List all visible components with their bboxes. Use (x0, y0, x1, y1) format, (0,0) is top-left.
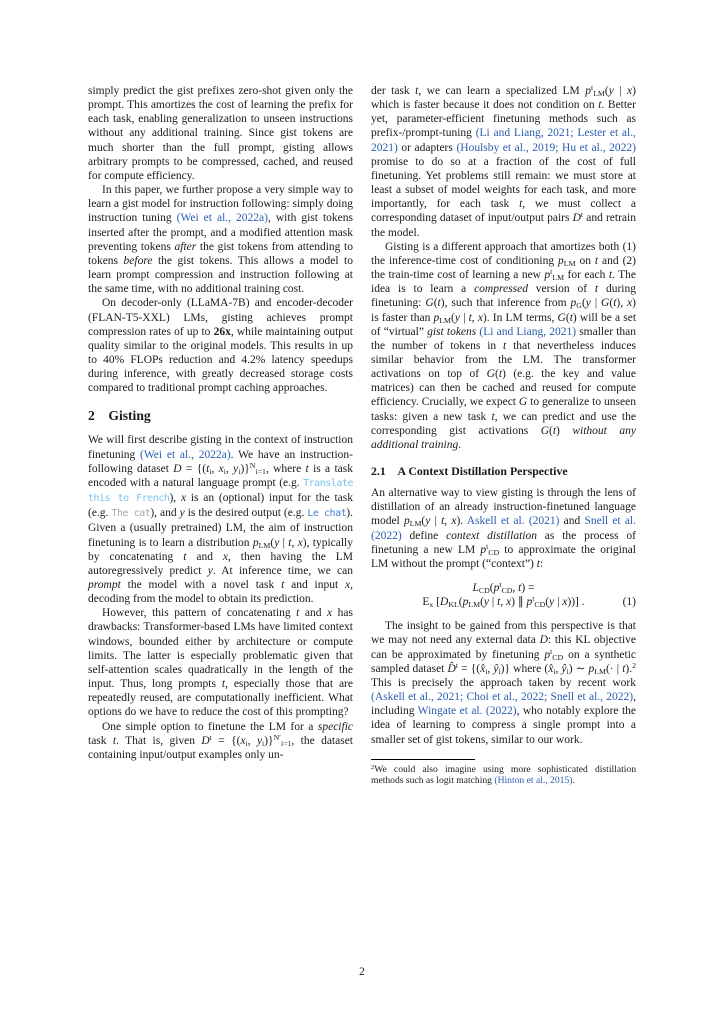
text-segment: G (601, 297, 610, 310)
text-segment: x (327, 607, 333, 620)
text-segment: t (580, 210, 584, 220)
text-segment: LM (258, 540, 271, 550)
equation-number: (1) (622, 596, 636, 609)
text-segment: i (223, 466, 226, 476)
text-segment: context distillation (446, 529, 537, 542)
text-segment: t (594, 283, 599, 296)
right-column (371, 84, 636, 787)
body-paragraph: In this paper, we further propose a very simple way to learn a gist model for instruction following: simply doing instruction tuning (Wei et al., 2022a), with gist tokens inserted after the prompt, and a modified attention mask preventing tokens after the gist tokens from attending to tokens before the gist tokens. This allows a model to learn prompt compression and instruction following at the same time, with no additional training cost. (88, 184, 353, 296)
text-segment: p (433, 311, 440, 324)
text-segment: x (180, 492, 187, 505)
text-segment: t (590, 83, 594, 93)
text-segment: t (281, 579, 285, 591)
text-segment: G (425, 297, 434, 310)
text-segment: p (544, 269, 551, 282)
text-segment: t (455, 660, 458, 670)
body-paragraph: On decoder-only (LLaMA-7B) and encoder-decoder (FLAN-T5-XXL) LMs, gisting achieves prompt compression rates of up to 26x, while maintaining output quality similar to the original models. This results in up to 40% FLOPs reduction and 4.2% latency speedups during inference, with greatly decreased storage costs compared to traditional prompt caching approaches. (88, 297, 353, 395)
text-segment: LM (439, 315, 451, 325)
text-segment: y (256, 734, 263, 747)
text-segment: y (608, 85, 614, 97)
body-paragraph: The insight to be gained from this perspective is that we may not need any external data D: this KL objective can be approximated by finetuning $p^tCD$ on a synthetic sampled dataset D̂$^t$ = {(x̂i, ŷi)} where (x̂i, ŷi) ∼ pLM(· | t).$^2$ This is precisely the approach taken by recent work (Askell et al., 2021; Choi et al., 2022; Snell et al., 2022), including Wingate et al. (2022), who notably explore the idea of learning to compress a single prompt into a smaller set of gist tokens, similar to our work. (371, 620, 637, 746)
text-segment: N′ (273, 732, 281, 742)
text-segment: y (179, 507, 185, 520)
text-segment: CD (488, 547, 500, 557)
text-segment: t (532, 594, 535, 604)
text-segment: t (415, 85, 419, 97)
footnote-rule (371, 759, 475, 760)
text-segment: compressed (474, 283, 528, 296)
text-segment: gist tokens (427, 325, 477, 338)
text-segment: t (209, 732, 212, 742)
citation-link[interactable]: (Li and Liang, 2021; Lester et al., 2021) (371, 127, 636, 154)
text-segment: x (218, 462, 224, 475)
citation-link[interactable]: (Wei et al., 2022a) (140, 448, 231, 461)
text-segment: G (518, 396, 528, 409)
text-segment: i (498, 666, 501, 676)
text-segment: p (558, 254, 564, 267)
text-segment: y (425, 515, 431, 528)
body-paragraph: An alternative way to view gisting is through the lens of distillation of an already instruction-finetuned language model pLM(y | t, x). Askell et al. (2021) and Snell et al. (2022) define context distillation as the process of finetuning a new LM $p^tCD$ to approximate the original LM without the prompt (“context”) t: (371, 487, 637, 570)
body-paragraph: simply predict the gist prefixes zero-shot given only the prompt. This amortizes the cost of learning the prefix for each task, enabling generalization to unseen instructions without any additional training. Since gist tokens are much shorter than the full prompt, gisting allows arbitrary prompts to be compressed, cached, and reused for compute efficiency. (88, 85, 353, 182)
text-segment: x (627, 85, 633, 97)
text-segment: D (572, 212, 581, 225)
text-segment: t (622, 662, 626, 675)
text-segment: i (566, 666, 569, 676)
text-segment: t (468, 311, 472, 324)
text-segment: x̂ (548, 662, 554, 675)
equation-line: Ex [DKL(pLM(y | t, x) ∥ $p^tCD(y$ | x))] . (1) (422, 594, 636, 610)
text-segment: t (536, 557, 540, 570)
text-segment: y (585, 297, 591, 310)
text-segment: D̂ (447, 662, 456, 675)
text-segment: G (576, 301, 582, 311)
text-segment: i (238, 466, 241, 476)
text-segment: specific (317, 720, 353, 733)
citation-link[interactable]: (Hinton et al., 2015) (494, 775, 573, 787)
text-segment: t (569, 311, 573, 324)
text-segment: x (451, 515, 457, 528)
citation-link[interactable]: Askell et al. (2021) (466, 515, 560, 528)
text-segment: p (462, 596, 469, 609)
text-segment: G (540, 424, 549, 437)
body-paragraph: We will first describe gisting in the context of instruction finetuning (Wei et al., 2022a). We have an instruction-following dataset D = {(ti, xi, yi)}$^N$i=1, where t is a task encoded with a natural language prompt (e.g. Translate this to French), x is an (optional) input for the task (e.g. The cat), and y is the desired output (e.g. Le chat). Given a (usually pretrained) LM, the aim of instruction finetuning is to learn a distribution pLM(y | t, x), typically by concatenating t and x, then having the LM autoregressively predict y. At inference time, we can prompt the model with a novel task t and input x, decoding from the model to obtain its prediction. (88, 434, 354, 606)
text-segment: D (440, 596, 449, 609)
text-segment: D (173, 462, 182, 475)
text-segment: t (486, 541, 489, 551)
text-segment: CD (552, 652, 564, 662)
text-segment: p (493, 582, 500, 594)
text-segment: t (305, 462, 309, 475)
body-paragraph: However, this pattern of concatenating t and x has drawbacks: Transformer-based LMs have limited context windows, bounded either by architecture or compute limits. The latter is especially problematic given that self-attention scales quadratically in the length of the input. Thus, long prompts t, especially those that are repeatedly reused, are computationally inefficient. What options do we have to reduce the cost of this prompting? (88, 607, 353, 719)
body-paragraph: der task t, we can learn a specialized LM $p^tLM(y$ | x) which is faster because it does not condition on t. Better yet, parameter-efficient finetuning methods such as prefix-/prompt-tuning (Li and Liang, 2021; Lester et al., 2021) or adapters (Houlsby et al., 2019; Hu et al., 2022) promise to do so at a fraction of the cost of full finetuning. Yet problems still remain: we must store at least a subset of model weights for each task, and more importantly, for each task t, we must collect a corresponding dataset of input/output pairs $D^t$ and retrain the model. (371, 83, 636, 239)
text-segment: t (441, 515, 445, 528)
text-segment: t (550, 267, 553, 277)
text-segment: t (221, 678, 226, 691)
text-segment: x (222, 550, 228, 563)
text-segment: t (608, 269, 613, 282)
text-segment: p (570, 297, 577, 310)
equation-line: $LCD(p^tCD$, t) = (472, 580, 535, 595)
text-segment: t (550, 646, 553, 656)
text-segment: x (240, 734, 246, 747)
text-segment: x (345, 579, 351, 591)
citation-link[interactable]: Wingate et al. (2022) (417, 705, 517, 718)
text-segment: LM (409, 519, 422, 529)
text-segment: i (262, 738, 265, 748)
text-segment: L (472, 582, 479, 594)
text-segment: KL (448, 600, 459, 610)
body-paragraph: Gisting is a different approach that amortizes both (1) the inference-time cost of conditioning pLM on t and (2) the train-time cost of learning a new $p^tLM$ for each t. The idea is to learn a compressed version of t during finetuning: G(t), such that inference from pG(y | G(t), x) is faster than pLM(y | t, x). In LM terms, G(t) will be a set of “virtual” gist tokens (Li and Liang, 2021) smaller than the number of tokens in t that nevertheless induces similar behavior from the LM. The transformer activations on top of G(t) (e.g. the key and value matrices) can then be cached and reused for compute efficiency. Crucially, we expect G to generalize to unseen tasks: given a new task t, we can predict and use the corresponding gist activations G(t) without any additional training. (371, 240, 637, 451)
text-segment: t (552, 424, 557, 437)
text-segment: p (403, 515, 410, 528)
text-segment: x (477, 311, 483, 324)
text-segment: LM (552, 272, 565, 282)
text-segment: D (201, 734, 210, 747)
text-segment: y (207, 564, 213, 577)
footnote: $^2$We could also imagine using more sophisticated distillation methods such as logit matching (Hinton et al., 2015). (371, 763, 636, 787)
subsection-heading: 2.1 A Context Distillation Perspective (371, 464, 568, 479)
text-segment: t (437, 297, 441, 310)
text-segment: p (252, 536, 259, 549)
text-segment: i=1 (255, 466, 266, 476)
text-segment: 26x (213, 325, 231, 338)
page-number: 2 (359, 966, 365, 978)
inline-code-example: Translate this to French (88, 477, 353, 505)
text-segment: CD (501, 585, 513, 595)
citation-link[interactable]: (Li and Liang, 2021) (479, 325, 577, 338)
text-segment: t (503, 339, 507, 352)
text-segment: LM (593, 88, 605, 98)
equation (371, 581, 636, 609)
text-segment: t (594, 254, 599, 267)
text-segment: x (562, 596, 568, 609)
text-segment: LM (468, 600, 481, 610)
text-segment: ŷ (493, 662, 499, 675)
citation-link[interactable]: (Wei et al., 2022a) (176, 212, 268, 225)
text-segment: t (598, 99, 602, 112)
inline-code-example: The cat (111, 508, 151, 520)
text-segment: G (486, 368, 495, 381)
text-segment: ŷ (561, 662, 567, 675)
text-segment: p (526, 596, 533, 609)
text-segment: p (585, 85, 591, 97)
text-segment: x̂ (480, 662, 486, 675)
text-segment: t (499, 580, 502, 590)
text-segment: y (549, 596, 555, 609)
text-segment: p (480, 543, 487, 556)
text-segment: y (274, 536, 280, 549)
text-segment: x (297, 536, 303, 549)
text-segment: i (553, 666, 556, 676)
text-segment: t (613, 297, 617, 310)
text-segment: N (249, 460, 256, 470)
text-segment: t (112, 734, 117, 747)
text-segment: i (209, 466, 212, 476)
text-segment: i=1 (280, 738, 292, 748)
text-segment: prompt (88, 579, 121, 591)
text-segment: after (174, 240, 197, 253)
text-segment: t (206, 462, 210, 475)
text-segment: t (497, 596, 501, 609)
text-segment: D (539, 634, 548, 647)
text-segment: i (245, 738, 248, 748)
text-segment: t (518, 582, 522, 594)
text-segment: CD (534, 600, 546, 610)
left-column (88, 84, 353, 787)
body-paragraph: One simple option to finetune the LM for a specific task t. That is, given $D^t = \{(xi$, yi)}$^{N'}$i=1, the dataset containing input/output examples only un- (88, 720, 353, 761)
text-segment: t (498, 368, 503, 381)
text-segment: t (296, 607, 300, 620)
text-segment: y (233, 462, 239, 475)
text-segment: t (519, 198, 523, 211)
citation-link[interactable]: (Askell et al., 2021; Choi et al., 2022; Snell et al., 2022) (371, 691, 634, 704)
two-column-layout (88, 84, 636, 787)
text-segment: LM (563, 258, 576, 268)
citation-link[interactable]: (Houlsby et al., 2019; Hu et al., 2022) (456, 141, 636, 154)
text-segment: y (483, 596, 490, 609)
text-segment: y (454, 311, 460, 324)
text-segment: x (627, 297, 633, 310)
text-segment: i (485, 666, 488, 676)
text-segment: p (544, 648, 551, 661)
text-segment: without any additional training (371, 424, 636, 451)
text-segment: 2 (371, 763, 375, 771)
text-segment: x (506, 596, 512, 609)
citation-link[interactable]: Snell et al. (2022) (371, 515, 636, 542)
text-segment: t (288, 536, 292, 549)
text-segment: p (588, 662, 595, 675)
text-segment: t (183, 550, 187, 563)
text-segment: x (429, 600, 434, 610)
text-segment: G (557, 311, 566, 324)
section-heading: 2 Gisting (88, 408, 151, 424)
text-segment: CD (478, 585, 490, 595)
text-segment: 2 (632, 660, 637, 670)
text-segment: LM (594, 666, 606, 676)
text-segment: t (491, 410, 495, 423)
text-segment: before (123, 254, 153, 267)
inline-code-example: Le chat (307, 508, 347, 520)
